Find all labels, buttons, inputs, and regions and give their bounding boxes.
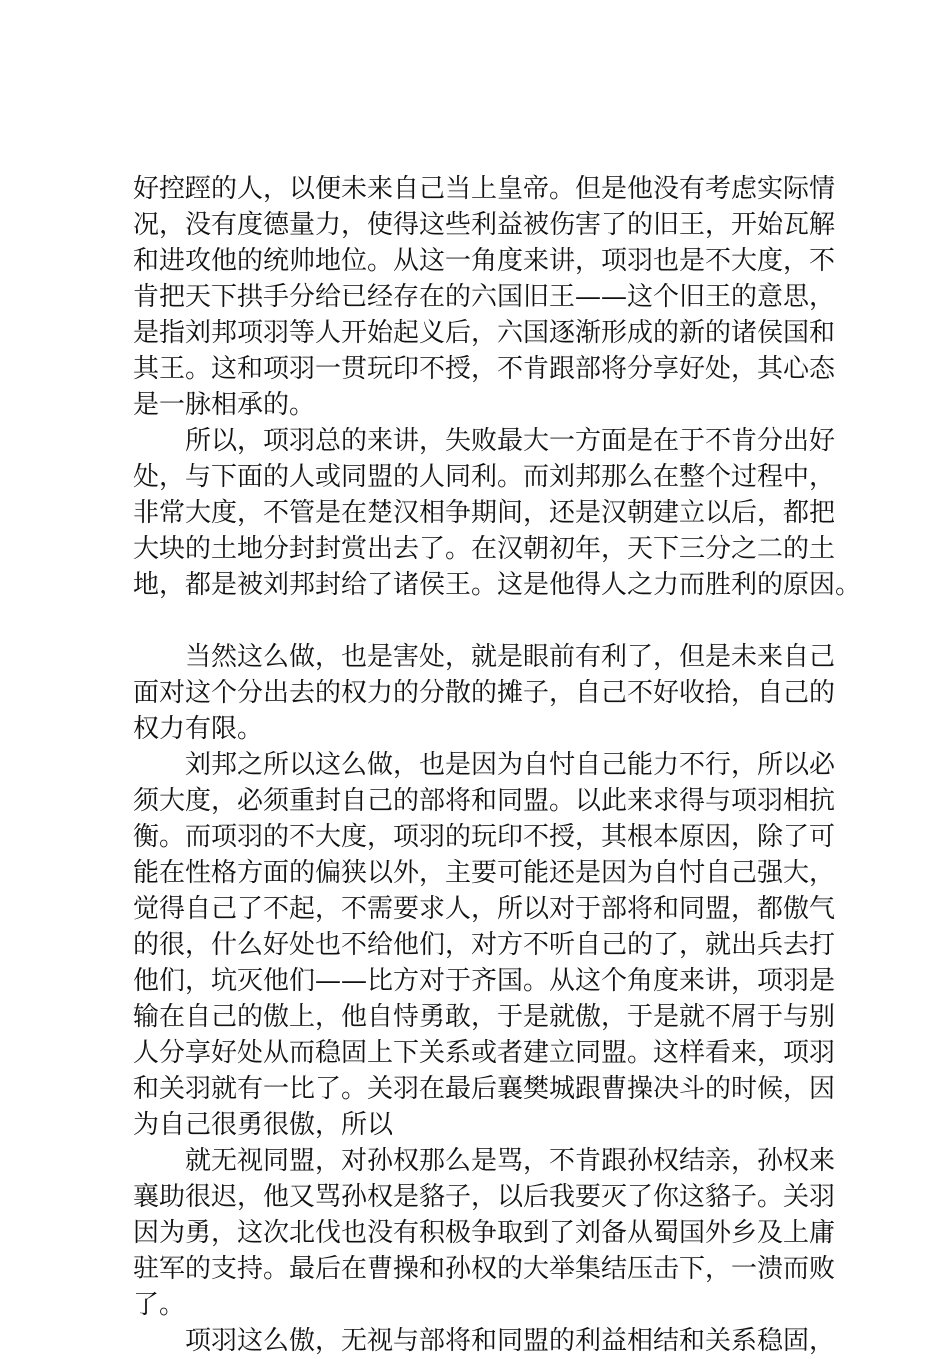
paragraph-first-line: 刘邦之所以这么做，也是因为自忖自己能力不行，所以必 — [185, 750, 836, 780]
text-line: 是一脉相承的。 — [133, 390, 316, 420]
text-line: 输在自己的傲上，他自恃勇敢，于是就傲，于是就不屑于与别 — [133, 1002, 836, 1032]
text-line: 因为勇，这次北伐也没有积极争取到了刘备从蜀国外乡及上庸 — [133, 1218, 836, 1248]
text-line: 肯把天下拱手分给已经存在的六国旧王——这个旧王的意思， — [133, 282, 836, 312]
text-line: 觉得自己了不起，不需要求人，所以对于部将和同盟，都傲气 — [133, 894, 836, 924]
text-line: 大块的土地分封封赏出去了。在汉朝初年，天下三分之二的土 — [133, 534, 836, 564]
text-line: 和关羽就有一比了。关羽在最后襄樊城跟曹操决斗的时候，因 — [133, 1074, 836, 1104]
paragraph-first-line: 项羽这么傲，无视与部将和同盟的利益相结和关系稳固， — [185, 1326, 836, 1356]
text-line: 的很，什么好处也不给他们，对方不听自己的了，就出兵去打 — [133, 930, 836, 960]
paragraph-first-line: 当然这么做，也是害处，就是眼前有利了，但是未来自己 — [185, 642, 836, 672]
text-line: 地，都是被刘邦封给了诸侯王。这是他得人之力而胜利的原因。 — [133, 570, 862, 600]
text-line: 为自己很勇很傲，所以 — [133, 1110, 394, 1140]
text-line: 衡。而项羽的不大度，项羽的玩印不授，其根本原因，除了可 — [133, 822, 836, 852]
text-line: 能在性格方面的偏狭以外，主要可能还是因为自忖自己强大， — [133, 858, 836, 888]
text-line: 人分享好处从而稳固上下关系或者建立同盟。这样看来，项羽 — [133, 1038, 836, 1068]
paragraph-first-line: 所以，项羽总的来讲，失败最大一方面是在于不肯分出好 — [185, 426, 836, 456]
text-line: 非常大度，不管是在楚汉相争期间，还是汉朝建立以后，都把 — [133, 498, 836, 528]
text-line: 襄助很迟，他又骂孙权是貉子，以后我要灭了你这貉子。关羽 — [133, 1182, 836, 1212]
text-line: 处，与下面的人或同盟的人同利。而刘邦那么在整个过程中， — [133, 462, 836, 492]
text-line: 他们，坑灭他们——比方对于齐国。从这个角度来讲，项羽是 — [133, 966, 836, 996]
text-line: 了。 — [133, 1290, 186, 1320]
paragraph-gap — [133, 603, 833, 639]
text-line: 和进攻他的统帅地位。从这一角度来讲，项羽也是不大度，不 — [133, 246, 836, 276]
paragraph-first-line: 就无视同盟，对孙权那么是骂，不肯跟孙权结亲，孙权来 — [185, 1146, 836, 1176]
text-line: 是指刘邦项羽等人开始起义后，六国逐渐形成的新的诸侯国和 — [133, 318, 836, 348]
text-line: 面对这个分出去的权力的分散的摊子，自己不好收拾，自己的 — [133, 678, 836, 708]
text-line: 权力有限。 — [133, 714, 264, 744]
text-line: 好控踁的人，以便未来自己当上皇帝。但是他没有考虑实际情 — [133, 174, 836, 204]
body-text — [133, 171, 862, 1359]
text-line: 其王。这和项羽一贯玩印不授，不肯跟部将分享好处，其心态 — [133, 354, 836, 384]
text-line: 须大度，必须重封自己的部将和同盟。以此来求得与项羽相抗 — [133, 786, 836, 816]
text-line: 驻军的支持。最后在曹操和孙权的大举集结压击下，一溃而败 — [133, 1254, 836, 1284]
text-line: 况，没有度德量力，使得这些利益被伤害了的旧王，开始瓦解 — [133, 210, 836, 240]
